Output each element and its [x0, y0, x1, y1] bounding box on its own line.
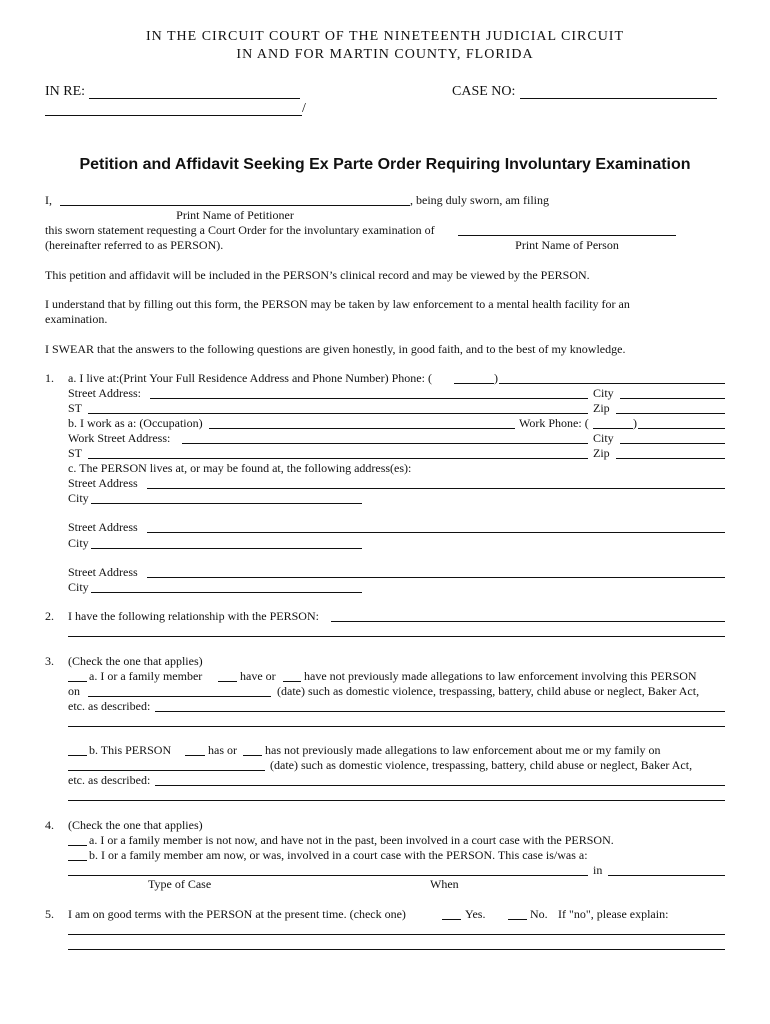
q3b-description-field[interactable]	[155, 785, 725, 786]
work-area-code-field[interactable]	[593, 428, 633, 429]
work-street-label: Work Street Address:	[68, 431, 171, 445]
q1-city-label: City	[593, 386, 614, 400]
q5-no: No.	[530, 907, 548, 921]
person-city2-label: City	[68, 536, 89, 550]
understand-line2: examination.	[45, 312, 108, 326]
person-city2-field[interactable]	[91, 548, 362, 549]
q3b-has-not-checkbox[interactable]	[243, 755, 262, 756]
q3b-description-field-2[interactable]	[68, 800, 725, 801]
q5-no-checkbox[interactable]	[508, 919, 527, 920]
person-street2-label: Street Address	[68, 520, 138, 534]
q3a-on: on	[68, 684, 80, 698]
q3-check: (Check the one that applies)	[68, 654, 203, 668]
record-notice: This petition and affidavit will be included in the PERSON’s clinical record and may be viewed by the PERSON.	[45, 268, 590, 282]
home-area-code-field[interactable]	[454, 383, 494, 384]
q5-explain-field[interactable]	[68, 934, 725, 935]
in-re-field-2[interactable]	[45, 115, 302, 116]
q5-explain-field-2[interactable]	[68, 949, 725, 950]
q3b-checkbox[interactable]	[68, 755, 87, 756]
q2-number: 2.	[45, 609, 54, 623]
q3a-checkbox[interactable]	[68, 681, 87, 682]
person-name-caption: Print Name of Person	[515, 238, 619, 252]
home-city-field[interactable]	[620, 398, 725, 399]
relationship-field-2[interactable]	[68, 636, 725, 637]
q1-number: 1.	[45, 371, 54, 385]
q3a-date-text: (date) such as domestic violence, trespassing, battery, child abuse or neglect, Baker Act,	[277, 684, 700, 698]
intro-statement: this sworn statement requesting a Court Order for the involuntary examination of	[45, 223, 435, 237]
q4-in: in	[593, 863, 603, 877]
caption-slash: /	[302, 101, 306, 116]
q1a-text: a. I live at:(Print Your Full Residence Address and Phone Number) Phone: (	[68, 371, 432, 385]
person-street1-label: Street Address	[68, 476, 138, 490]
q4b-checkbox[interactable]	[68, 860, 87, 861]
work-zip-field[interactable]	[616, 458, 725, 459]
work-zip-label: Zip	[593, 446, 610, 460]
q5-number: 5.	[45, 907, 54, 921]
case-type-caption: Type of Case	[148, 877, 212, 891]
q3a-text: a. I or a family member	[89, 669, 203, 683]
work-phone-paren: )	[633, 416, 637, 430]
q1-street-label: Street Address:	[68, 386, 141, 400]
person-city1-field[interactable]	[91, 503, 362, 504]
person-city3-label: City	[68, 580, 89, 594]
home-zip-field[interactable]	[616, 413, 725, 414]
q1-zip-label: Zip	[593, 401, 610, 415]
work-city-label: City	[593, 431, 614, 445]
home-phone-field[interactable]	[499, 383, 725, 384]
q3a-date-field[interactable]	[88, 696, 271, 697]
person-city1-label: City	[68, 491, 89, 505]
understand-line1: I understand that by filling out this form, the PERSON may be taken by law enforcement to a mental health facility for an	[45, 297, 630, 311]
in-re-label: IN RE:	[45, 84, 86, 99]
swear-statement: I SWEAR that the answers to the following questions are given honestly, in good faith, and to the best of my knowledge.	[45, 342, 626, 356]
court-header-line1: IN THE CIRCUIT COURT OF THE NINETEENTH JUDICIAL CIRCUIT	[145, 29, 625, 44]
q3a-description-field[interactable]	[155, 711, 725, 712]
case-no-field[interactable]	[520, 98, 717, 99]
q3-number: 3.	[45, 654, 54, 668]
q3a-have-not-checkbox[interactable]	[283, 681, 301, 682]
intro-i: I,	[45, 193, 52, 207]
q1-st-label: ST	[68, 401, 83, 415]
q5-yes-checkbox[interactable]	[442, 919, 461, 920]
court-header-line2: IN AND FOR MARTIN COUNTY, FLORIDA	[236, 47, 534, 62]
q3b-date-text: (date) such as domestic violence, trespassing, battery, child abuse or neglect, Baker Act,	[270, 758, 693, 772]
q3b-has-not: has not previously made allegations to law enforcement about me or my family on	[265, 743, 661, 757]
work-st-label: ST	[68, 446, 83, 460]
q3b-has-or: has or	[208, 743, 237, 757]
work-street-field[interactable]	[182, 443, 588, 444]
person-city3-field[interactable]	[91, 592, 362, 593]
q3a-have-checkbox[interactable]	[218, 681, 237, 682]
person-street3-field[interactable]	[147, 577, 725, 578]
relationship-field[interactable]	[331, 621, 725, 622]
person-street1-field[interactable]	[147, 488, 725, 489]
work-city-field[interactable]	[620, 443, 725, 444]
q3b-text: b. This PERSON	[89, 743, 172, 757]
intro-hereinafter: (hereinafter referred to as PERSON).	[45, 238, 224, 252]
q3b-etc: etc. as described:	[68, 773, 151, 787]
petitioner-name-field[interactable]	[60, 205, 410, 206]
q4-check: (Check the one that applies)	[68, 818, 203, 832]
q4a-checkbox[interactable]	[68, 845, 87, 846]
q4-number: 4.	[45, 818, 54, 832]
home-street-field[interactable]	[150, 398, 588, 399]
q3a-have-not: have not previously made allegations to law enforcement involving this PERSON	[304, 669, 697, 683]
q3a-have-or: have or	[240, 669, 276, 683]
intro-sworn: , being duly sworn, am filing	[410, 193, 549, 207]
q4a-text: a. I or a family member is not now, and have not in the past, been involved in a court case with the PERSON.	[89, 833, 614, 847]
q3b-has-checkbox[interactable]	[185, 755, 205, 756]
q3b-date-field[interactable]	[68, 770, 265, 771]
case-type-field[interactable]	[68, 875, 588, 876]
q2-text: I have the following relationship with the PERSON:	[68, 609, 319, 623]
q5-text: I am on good terms with the PERSON at the present time. (check one)	[68, 907, 406, 921]
q5-explain: If "no", please explain:	[558, 907, 669, 921]
in-re-field[interactable]	[89, 98, 300, 99]
work-state-field[interactable]	[88, 458, 588, 459]
document-title: Petition and Affidavit Seeking Ex Parte Order Requiring Involuntary Examination	[79, 156, 691, 173]
work-phone-label: Work Phone: (	[519, 416, 589, 430]
occupation-field[interactable]	[209, 428, 515, 429]
case-location-field[interactable]	[608, 875, 725, 876]
q1b-text: b. I work as a: (Occupation)	[68, 416, 203, 430]
case-no-label: CASE NO:	[452, 84, 516, 99]
q3a-description-field-2[interactable]	[68, 726, 725, 727]
person-street3-label: Street Address	[68, 565, 138, 579]
person-street2-field[interactable]	[147, 532, 725, 533]
q1a-paren: )	[494, 371, 498, 385]
q5-yes: Yes.	[465, 907, 486, 921]
case-when-caption: When	[430, 877, 459, 891]
q1c-text: c. The PERSON lives at, or may be found at, the following address(es):	[68, 461, 412, 475]
petitioner-name-caption: Print Name of Petitioner	[176, 208, 294, 222]
home-state-field[interactable]	[88, 413, 588, 414]
q4b-text: b. I or a family member am now, or was, involved in a court case with the PERSON. This case is/was a:	[89, 848, 588, 862]
q3a-etc: etc. as described:	[68, 699, 151, 713]
person-name-field[interactable]	[458, 235, 676, 236]
work-phone-field[interactable]	[638, 428, 725, 429]
